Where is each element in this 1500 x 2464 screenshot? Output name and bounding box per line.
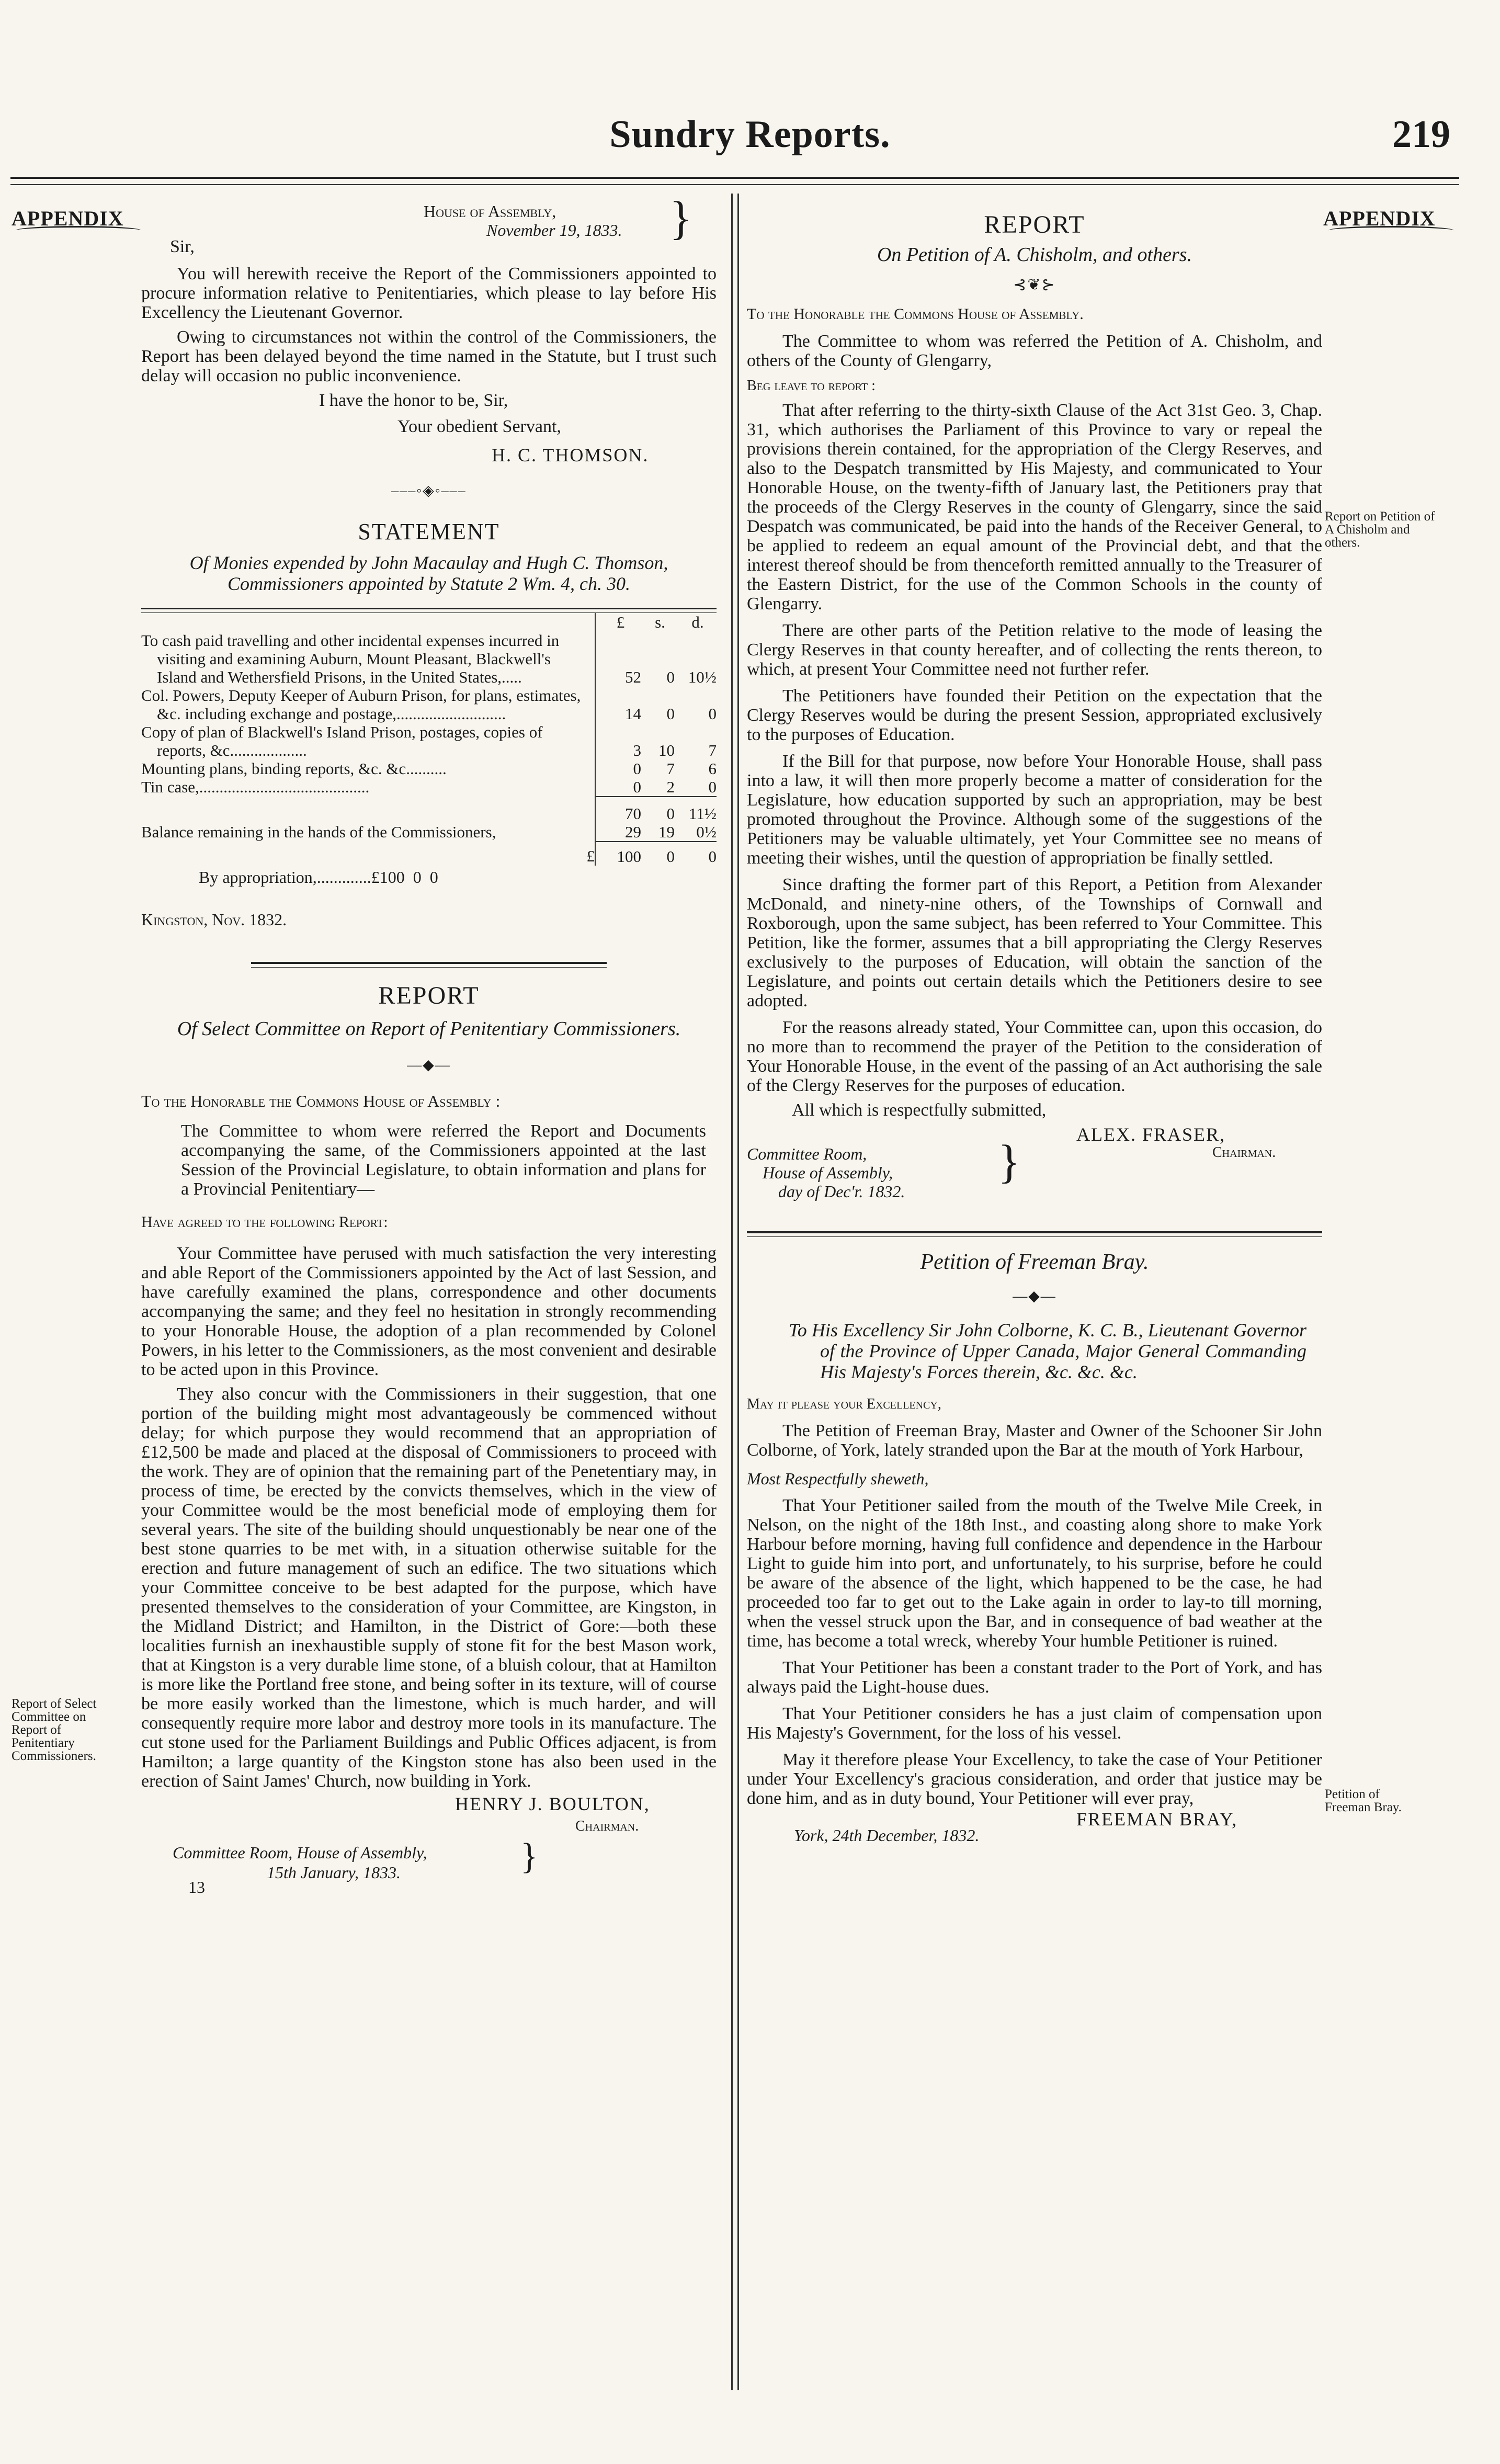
margin-note-bray: Petition of Freeman Bray. — [1325, 1787, 1402, 1814]
column-divider — [731, 194, 733, 2390]
chisholm-report-p3: There are other parts of the Petition relative to the mode of leasing the Clergy Reserves in that county hereafter, and of collecting the rents thereon, to which, at present Your Committee need not further refer. — [747, 621, 1322, 679]
select-report-signature: HENRY J. BOULTON, — [455, 1793, 650, 1814]
col-pence: d. — [691, 613, 704, 631]
petition-may: May it please your Excellency, — [747, 1396, 941, 1412]
col-shillings: s. — [655, 613, 665, 631]
right-appendix-brace-icon — [1328, 226, 1454, 235]
chisholm-signature: ALEX. FRASER, — [1076, 1124, 1226, 1145]
statement-place-date: Kingston, Nov. 1832. — [141, 910, 287, 929]
report-rule-thin — [251, 967, 607, 968]
letter-place: House of Assembly, November 19, 1833. } — [424, 192, 692, 244]
chisholm-report-beg: Beg leave to report : — [747, 378, 876, 394]
select-report-p2: Your Committee have perused with much satisfaction the very interesting and able Report of the Commissioners appointed by the Act of last Session, and have carefully examined the plans, correspondence and other documents accompanying the same; and they feel no hesitation in strongly recommending to your Honorable House, the adoption of a plan recommended by Colonel Powers, in his letter to the Commissioners, as the most convenient and desirable to be acted upon in this Province. — [141, 1244, 717, 1379]
ornament-divider-1: –––◦◈◦––– — [391, 483, 467, 499]
chisholm-report-p5: If the Bill for that purpose, now before Your Honorable House, shall pass into a law, it will then more properly become a matter of consideration for the Legislature, how education supported by such an appropriation, may be best promoted throughout the Province. Although some of the suggestions of the Petitioners may be valuable ultimately, yet Your Committee see no means of meeting their wishes, until the question of appropriation be finally settled. — [747, 752, 1322, 868]
statement-appropriation: By appropriation,.............£100 0 0 — [199, 868, 438, 887]
petition-p4: That Your Petitioner considers he has a just claim of compensation upon His Majesty's Government, for the loss of his vessel. — [747, 1704, 1322, 1743]
right-appendix-label: APPENDIX — [1323, 207, 1436, 230]
letter-brace-icon: } — [669, 192, 692, 244]
chisholm-signature-block — [747, 1120, 1322, 1214]
statement-row: To cash paid travelling and other incidental expenses incurred in visiting and examining Auburn, Mount Pleasant, Blackwell's Island and Wethersfield Prisons, in the United States,..... 52 0 10½ — [141, 631, 717, 686]
select-report-to: To the Honorable the Commons House of Assembly : — [141, 1092, 501, 1110]
select-report-agreed: Have agreed to the following Report: — [141, 1213, 388, 1231]
petition-p5: May it therefore please Your Excellency, to take the case of Your Petitioner under Your Excellency's gracious consideration, and order that justice may be done him, and as in duty bound, Your Petitioner will ever pray, — [747, 1750, 1322, 1808]
statement-row: Col. Powers, Deputy Keeper of Auburn Prison, for plans, estimates, &c. including exchange and postage,........................... 14 0 0 — [141, 686, 717, 723]
letter-closing-1: I have the honor to be, Sir, — [319, 391, 508, 410]
chisholm-sig-title: Chairman. — [1212, 1144, 1276, 1161]
select-report-title: REPORT — [378, 982, 480, 1009]
petition-address: To His Excellency Sir John Colborne, K. C. B., Lieutenant Governor of the Province of Upper Canada, Major General Commanding His Majesty's Forces therein, &c. &c. &c. — [789, 1320, 1306, 1382]
petition-date: York, 24th December, 1832. — [794, 1826, 980, 1845]
petition-p2: That Your Petitioner sailed from the mouth of the Twelve Mile Creek, in Nelson, on the night of the 18th Inst., and coasting along shore to make York Harbour before morning, having full confidence and dependence in the Harbour Light to guide him into port, and unfortunately, to his surprise, before he could be aware of the absence of the light, which happened to be the case, he had proceeded too far to get out to the Lake again in order to lay-to till morning, when the vessel struck upon the Bar, and in consequence of bad weather at the time, has become a total wreck, whereby Your humble Petitioner is ruined. — [747, 1496, 1322, 1651]
statement-row: Mounting plans, binding reports, &c. &c.......... 0 7 6 — [141, 759, 717, 778]
statement-row: Tin case,.......................................... 0 2 0 — [141, 778, 717, 796]
statement-balance-row: Balance remaining in the hands of the Commissioners, 29 19 0½ — [141, 823, 717, 841]
chisholm-brace-icon: } — [998, 1136, 1021, 1188]
page-number: 219 — [1392, 113, 1450, 156]
chisholm-report-to: To the Honorable the Commons House of Assembly. — [747, 305, 1084, 323]
left-appendix-label: APPENDIX — [12, 207, 124, 230]
statement-header-row — [141, 613, 717, 631]
chisholm-report-title: REPORT — [984, 211, 1085, 239]
select-report-sig-title: Chairman. — [575, 1818, 639, 1834]
letter-salutation: Sir, — [170, 237, 195, 256]
statement-subtitle: Of Monies expended by John Macaulay and Hugh C. Thomson, Commissioners appointed by Statute 2 Wm. 4, ch. 30. — [189, 552, 668, 594]
margin-note-select-committee: Report of Select Committee on Report of Penitentiary Commissioners. — [12, 1697, 97, 1763]
chisholm-room-2: House of Assembly, — [763, 1163, 893, 1182]
petition-rule-thin — [747, 1236, 1322, 1237]
petition-p3: That Your Petitioner has been a constant trader to the Port of York, and has always paid the Light-house dues. — [747, 1658, 1322, 1697]
letter-p2: Owing to circumstances not within the control of the Commissioners, the Report has been delayed beyond the time named in the Statute, but I trust such delay will occasion no public inconvenience. — [141, 327, 717, 385]
select-report-signature-block — [141, 1791, 717, 1895]
signature-mark: 13 — [188, 1878, 205, 1897]
petition-rule — [747, 1231, 1322, 1233]
statement-row: Copy of plan of Blackwell's Island Prison, postages, copies of reports, &c................... 3 10 7 — [141, 723, 717, 759]
ornament-divider-3: ⊰❦⊱ — [1013, 276, 1056, 293]
left-appendix-brace-icon — [16, 226, 141, 235]
letter-closing-2: Your obedient Servant, — [397, 417, 561, 436]
ornament-divider-4: —◆— — [1013, 1288, 1056, 1304]
statement-title: STATEMENT — [358, 519, 500, 544]
header-rule — [10, 177, 1459, 179]
chisholm-report-p6: Since drafting the former part of this Report, a Petition from Alexander McDonald, and ninety-nine others, of the Townships of Cornwall and Roxborough, upon the same subject, has been referred to Your Committee. This Petition, like the former, assumes that a bill appropriating the Clergy Reserves exclusively to the purposes of Education, will obtain the sanction of the Legislature, and points out certain details which the Petitioners desire to see adopted. — [747, 875, 1322, 1010]
running-title: Sundry Reports. — [609, 113, 891, 156]
select-report-room-1: Committee Room, House of Assembly, — [173, 1843, 427, 1862]
chisholm-report-p1: The Committee to whom was referred the Petition of A. Chisholm, and others of the County of Glengarry, — [747, 332, 1322, 370]
select-report-room-2: 15th January, 1833. — [267, 1863, 401, 1882]
select-report-p3: They also concur with the Commissioners in their suggestion, that one portion of the building might most advantageously be commenced without delay; for which purpose they would recommend that an appropriation of £12,500 be made and placed at the disposal of Commissioners to proceed with the work. They are of opinion that the remaining part of the Penetentiary may, in process of time, be erected by the convicts themselves, which in the view of your Committee would be the most beneficial mode of employing them for several years. The site of the building should unquestionably be near one of the best stone quarries to be met with, in a situation otherwise suitable for the erection and future management of such an edifice. The two situations which your Committee conceive to be best adapted for the purpose, which have presented themselves to the consideration of your Committee, are Kingston, in the Midland District; and Hamilton, in the District of Gore:—both these localities furnish an inexhaustible supply of stone fit for the best Mason work, that at Kingston is a very durable lime stone, of a bluish colour, that at Hamilton is more like the Portland free stone, and being softer in its texture, will of course be more easily worked than the limestone, which is much harder, and will consequently require more labor and destroy more tools in its manufacture. The cut stone used for the Parliament Buildings and Public Offices adjacent, is from Hamilton; a large quantity of the Kingston stone has also been used in the erection of Saint James' Church, now building in York. — [141, 1384, 717, 1791]
letter-p1: You will herewith receive the Report of the Commissioners appointed to procure information relative to Penitentiaries, which please to lay before His Excellency the Lieutenant Governor. — [141, 264, 717, 322]
chisholm-report-submitted: All which is respectfully submitted, — [792, 1100, 1047, 1120]
chisholm-report-subtitle: On Petition of A. Chisholm, and others. — [877, 244, 1192, 266]
petition-title: Petition of Freeman Bray. — [920, 1250, 1149, 1274]
statement-total-row: £ 100 0 0 — [141, 842, 717, 866]
page-header — [0, 112, 1500, 165]
chisholm-room-1: Committee Room, — [747, 1144, 867, 1163]
margin-note-chisholm: Report on Petition of A Chisholm and others. — [1325, 509, 1435, 550]
petition-sheweth: Most Respectfully sheweth, — [747, 1469, 929, 1488]
petition-signature-block — [747, 1808, 1322, 1855]
left-column — [141, 192, 717, 1897]
chisholm-report-p7: For the reasons already stated, Your Committee can, upon this occasion, do no more than to recommend the prayer of the Petition to the consideration of Your Honorable House, in the event of the passing of an Act authorising the sale of the Clergy Reserves for the purposes of education. — [747, 1018, 1322, 1095]
ornament-divider-2: —◆— — [407, 1057, 451, 1073]
chisholm-report-p2: That after referring to the thirty-sixth Clause of the Act 31st Geo. 3, Chap. 31, which authorises the Parliament of this Province to vary or repeal the provisions therein contained, for the appropriation of the Clergy Reserves, and also to the Despatch transmitted by His Majesty, and communicated to Your Honorable House, on the twenty-fifth of January last, the Petitioners pray that the proceeds of the Clergy Reserves in the county of Glengarry, since the said Despatch was communicated, be paid into the hands of the Receiver General, to be applied to redeem an equal amount of the Provincial debt, and that the interest thereof should be from thenceforth remitted annually to the Treasurer of the Eastern District, for the use of the Common Schools in the county of Glengarry. — [747, 401, 1322, 614]
chisholm-room-3: day of Dec'r. 1832. — [778, 1182, 905, 1201]
petition-p1: The Petition of Freeman Bray, Master and Owner of the Schooner Sir John Colborne, of York, lately stranded upon the Bar at the mouth of York Harbour, — [747, 1421, 1322, 1460]
column-divider-2 — [737, 194, 739, 2390]
header-rule-thin — [10, 184, 1459, 185]
statement-table — [141, 613, 717, 866]
letter-signature: H. C. THOMSON. — [492, 445, 649, 465]
col-pounds: £ — [595, 613, 641, 631]
chisholm-report-p4: The Petitioners have founded their Petition on the expectation that the Clergy Reserves would be during the present Session, appropriated exclusively to the purposes of Education. — [747, 686, 1322, 744]
petition-signature: FREEMAN BRAY, — [1076, 1809, 1238, 1830]
statement-table-wrap — [141, 608, 717, 887]
select-report-p1: The Committee to whom were referred the Report and Documents accompanying the same, of the Commissioners appointed at the last Session of the Provincial Legislature, to obtain information and plans for a Provincial Penitentiary— — [181, 1121, 706, 1199]
right-column — [747, 199, 1322, 1855]
select-report-brace-icon: } — [520, 1836, 538, 1877]
report-rule — [251, 962, 607, 964]
select-report-subtitle: Of Select Committee on Report of Penitentiary Commissioners. — [177, 1018, 681, 1040]
statement-subtotal-row: 70 0 11½ — [141, 797, 717, 823]
